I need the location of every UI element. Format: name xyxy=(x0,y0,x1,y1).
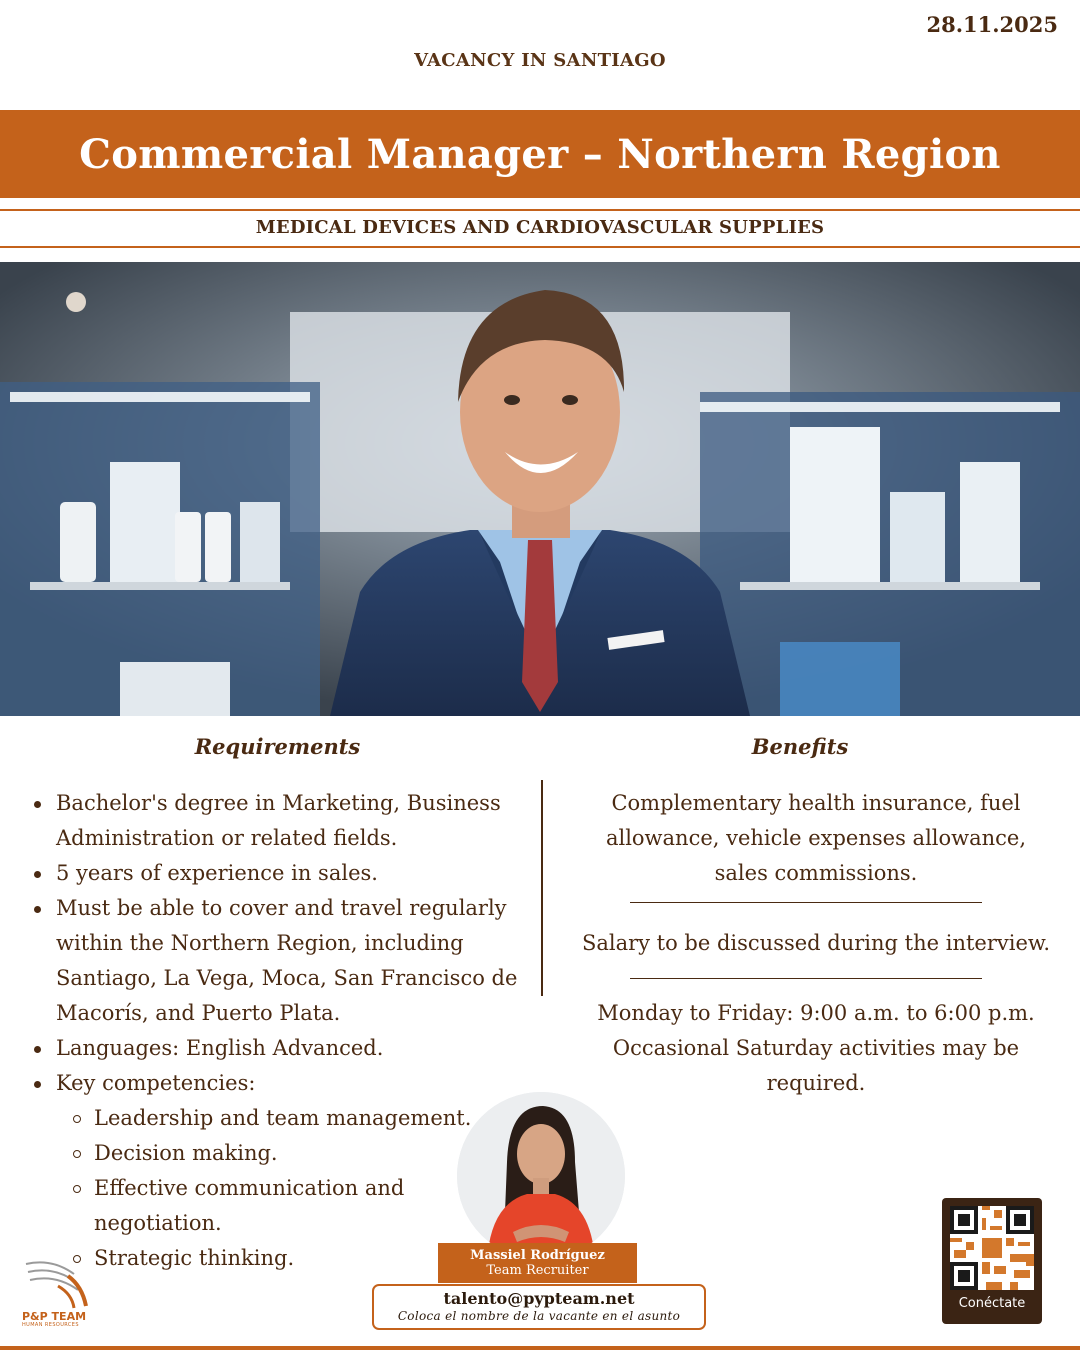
column-divider xyxy=(541,780,543,996)
benefits-heading: Benefits xyxy=(751,734,849,759)
competencies-label: Key competencies: xyxy=(56,1071,256,1095)
contact-instruction: Coloca el nombre de la vacante en el asunto xyxy=(397,1309,681,1323)
list-item: Languages: English Advanced. xyxy=(30,1031,530,1066)
benefits-perks: Complementary health insurance, fuel allowance, vehicle expenses allowance, sales commissions. xyxy=(605,791,1027,885)
contact-box xyxy=(372,1284,706,1330)
benefits-separator xyxy=(630,978,982,979)
footer-rule xyxy=(0,1346,1080,1350)
industry-subtitle: MEDICAL DEVICES AND CARDIOVASCULAR SUPPLIES xyxy=(255,217,825,238)
competency-item: Strategic thinking. xyxy=(56,1241,530,1276)
list-item: 5 years of experience in sales. xyxy=(30,856,530,891)
competency-item: Decision making. xyxy=(56,1136,530,1171)
recruiter-avatar xyxy=(457,1092,625,1260)
list-item: Bachelor's degree in Marketing, Business Administration or related fields. xyxy=(30,786,530,856)
posting-date: 28.11.2025 xyxy=(926,12,1058,37)
title-banner xyxy=(0,110,1080,198)
vacancy-location: VACANCY IN SANTIAGO xyxy=(414,50,666,71)
job-title: Commercial Manager – Northern Region xyxy=(79,130,1001,178)
requirements-heading: Requirements xyxy=(194,734,361,759)
benefits-separator xyxy=(630,902,982,903)
subtitle-rule-top xyxy=(0,209,1080,211)
contact-email-link[interactable]: talento@pypteam.net xyxy=(443,1289,635,1308)
recruiter-name: Massiel Rodríguez xyxy=(470,1248,605,1263)
company-logo-tagline: HUMAN RESOURCES xyxy=(22,1322,79,1328)
qr-connect-label: Conéctate xyxy=(958,1296,1026,1311)
list-item: Must be able to cover and travel regularly within the Northern Region, including Santiago, La Vega, Moca, San Francisco de Macorís, and Puerto Plata. xyxy=(30,891,530,1031)
company-logo-name: P&P TEAM xyxy=(22,1310,87,1323)
qr-code-icon[interactable] xyxy=(950,1206,1034,1290)
businessman-illustration xyxy=(0,262,1080,716)
competency-item: Effective communication and negotiation. xyxy=(56,1171,454,1241)
work-schedule: Monday to Friday: 9:00 a.m. to 6:00 p.m. Occasional Saturday activities may be required. xyxy=(597,1001,1035,1095)
hero-photo xyxy=(0,262,1080,716)
salary-note: Salary to be discussed during the interview. xyxy=(581,931,1051,955)
recruiter-nameplate xyxy=(438,1243,637,1283)
recruiter-role: Team Recruiter xyxy=(486,1263,589,1278)
requirements-list xyxy=(30,786,530,1276)
subtitle-rule-bottom xyxy=(0,246,1080,248)
competency-item: Leadership and team management. xyxy=(56,1101,530,1136)
